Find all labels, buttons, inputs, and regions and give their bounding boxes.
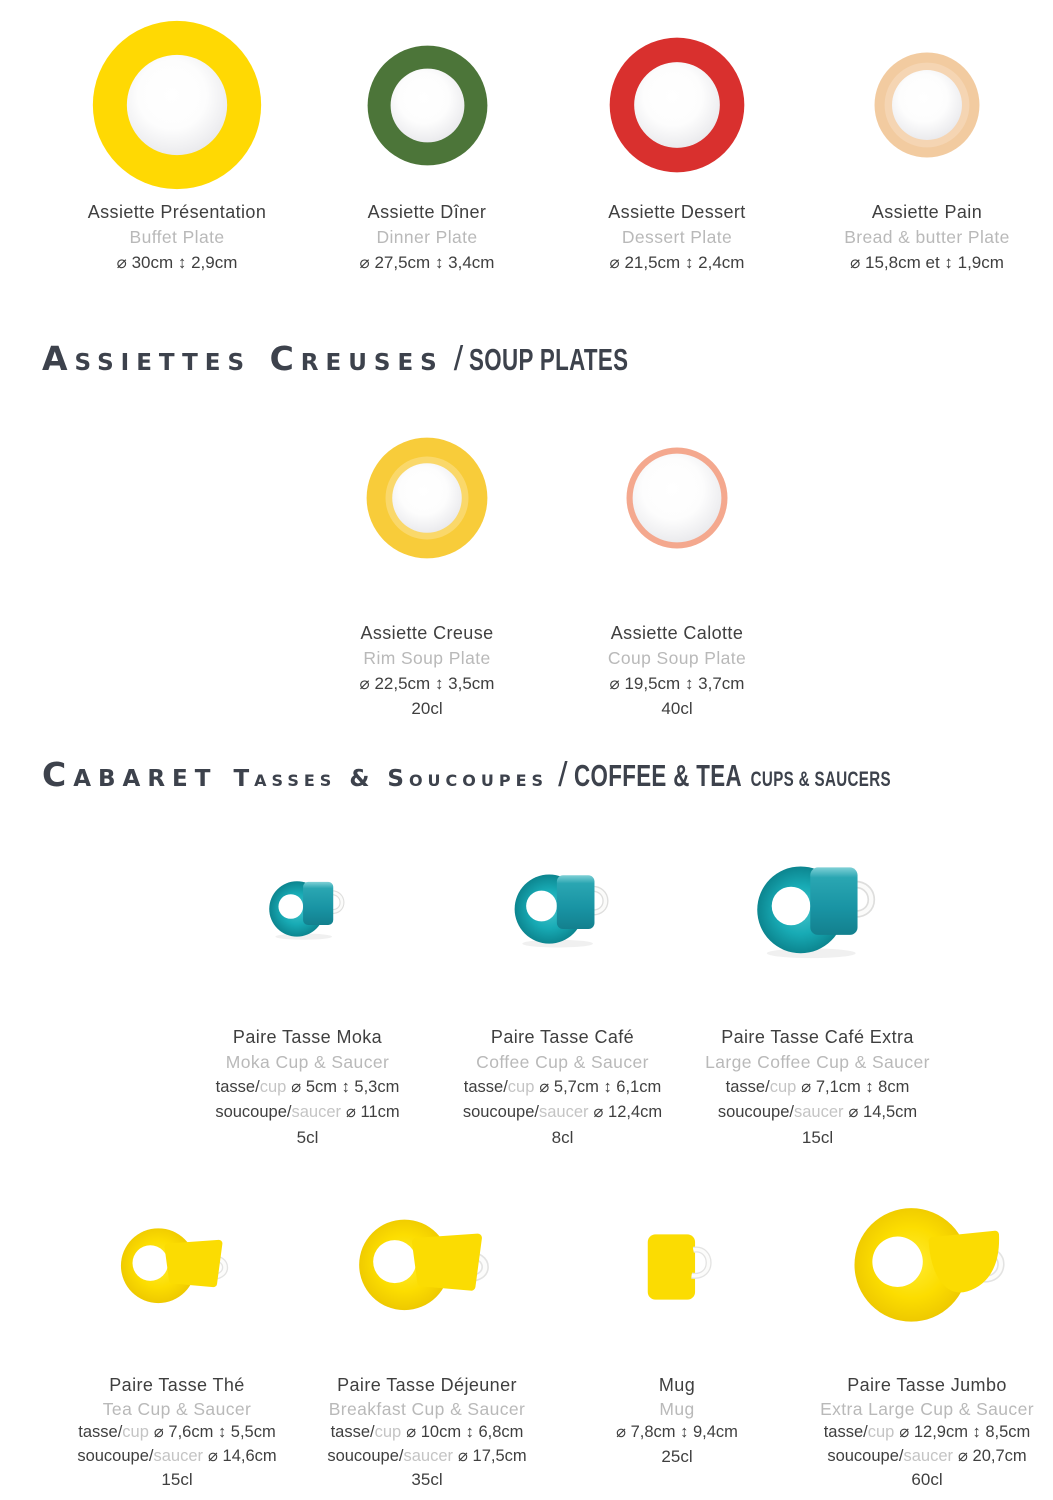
cup-saucer-graphic [119, 1223, 235, 1312]
mug-image [552, 1172, 802, 1362]
coffee-cups-section [180, 845, 1053, 1150]
plate-graphic [609, 37, 745, 173]
product-card-coffee-extra-cup [690, 845, 945, 1150]
product-capacity: 35cl [411, 1470, 443, 1489]
heading-separator: / [453, 340, 464, 378]
heading-english-sub: CUPS & SAUCERS [750, 768, 891, 791]
product-card-coup-soup-plate [552, 405, 802, 721]
cup-dimensions: tasse/cup ⌀ 5cm ↕ 5,3cm [215, 1078, 400, 1096]
product-card-breakfast-cup [302, 1172, 552, 1492]
section-heading-soup-plates [42, 339, 1053, 379]
saucer-dimensions: soucoupe/saucer ⌀ 20,7cm [827, 1446, 1027, 1465]
product-dimensions: ⌀ 22,5cm ↕ 3,5cm [359, 674, 495, 693]
product-title: Paire Tasse Café Extra [721, 1027, 914, 1047]
heading-french-sub: Tasses & Soucoupes [233, 766, 549, 792]
product-dimensions: ⌀ 15,8cm et ↕ 1,9cm [850, 253, 1004, 272]
product-capacity: 15cl [801, 1128, 834, 1147]
product-card-dinner-plate [302, 16, 552, 275]
product-subtitle: Breakfast Cup & Saucer [328, 1398, 526, 1419]
presentation-plates-section [52, 0, 1053, 275]
product-title: Paire Tasse Déjeuner [337, 1375, 517, 1395]
plate-graphic [92, 20, 262, 190]
heading-french: Assiettes Creuses [42, 339, 444, 378]
product-dimensions: ⌀ 21,5cm ↕ 2,4cm [609, 253, 745, 272]
product-capacity: 20cl [411, 699, 443, 718]
product-subtitle: Coup Soup Plate [607, 648, 747, 668]
cup-dimensions: tasse/cup ⌀ 7,1cm ↕ 8cm [725, 1078, 910, 1096]
saucer-dimensions: soucoupe/saucer ⌀ 17,5cm [327, 1446, 527, 1465]
plate-graphic [366, 437, 488, 559]
cup-saucer-graphic [513, 863, 613, 949]
coffee-extra-cup-image [690, 845, 945, 967]
product-title: Assiette Creuse [360, 623, 494, 643]
product-title: Paire Tasse Moka [232, 1027, 383, 1047]
product-card-jumbo-cup [802, 1172, 1052, 1492]
section-heading-cabaret [42, 755, 1053, 795]
product-card-dessert-plate [552, 16, 802, 275]
dinner-plate-image [302, 16, 552, 194]
cup-dimensions: tasse/cup ⌀ 12,9cm ↕ 8,5cm [823, 1423, 1031, 1441]
product-card-buffet-plate [52, 16, 302, 275]
product-subtitle: Tea Cup & Saucer [102, 1398, 252, 1419]
heading-french-main: Cabaret [42, 755, 218, 794]
product-card-tea-cup [52, 1172, 302, 1492]
product-subtitle: Large Coffee Cup & Saucer [705, 1052, 930, 1072]
product-card-bread-plate [802, 16, 1052, 275]
product-dimensions: ⌀ 19,5cm ↕ 3,7cm [609, 674, 745, 693]
product-capacity: 25cl [661, 1446, 693, 1466]
cup-saucer-graphic [268, 872, 348, 941]
breakfast-cup-image [302, 1172, 552, 1362]
product-card-mug [552, 1172, 802, 1492]
product-dimensions: ⌀ 7,8cm ↕ 9,4cm [616, 1423, 738, 1441]
moka-cup-image [180, 845, 435, 967]
product-subtitle: Mug [659, 1398, 695, 1419]
cup-saucer-graphic [357, 1213, 497, 1321]
product-title: Assiette Dessert [608, 202, 746, 222]
product-subtitle: Moka Cup & Saucer [225, 1052, 390, 1072]
plate-graphic [874, 52, 980, 158]
dessert-plate-image [552, 16, 802, 194]
saucer-dimensions: soucoupe/saucer ⌀ 14,5cm [717, 1103, 918, 1121]
saucer-dimensions: soucoupe/saucer ⌀ 14,6cm [77, 1446, 277, 1465]
product-title: Assiette Dîner [367, 202, 487, 222]
product-dimensions: ⌀ 27,5cm ↕ 3,4cm [359, 253, 495, 272]
jumbo-cup-image [802, 1172, 1052, 1362]
product-capacity: 8cl [551, 1128, 574, 1147]
product-card-rim-soup-plate [302, 405, 552, 721]
product-subtitle: Buffet Plate [129, 227, 225, 247]
product-card-coffee-cup [435, 845, 690, 1150]
cup-saucer-graphic [848, 1205, 1006, 1329]
product-subtitle: Dessert Plate [621, 227, 733, 247]
product-card-moka-cup [180, 845, 435, 1150]
product-title: Assiette Calotte [610, 623, 744, 643]
product-capacity: 5cl [296, 1128, 319, 1147]
saucer-dimensions: soucoupe/saucer ⌀ 11cm [215, 1103, 400, 1121]
cup-saucer-graphic [755, 852, 881, 960]
heading-english-main: COFFEE & TEA [573, 758, 742, 793]
product-subtitle: Coffee Cup & Saucer [476, 1052, 649, 1072]
tea-cups-section [52, 1172, 1053, 1492]
product-title: Assiette Présentation [87, 202, 267, 222]
plate-graphic [626, 447, 728, 549]
product-title: Paire Tasse Jumbo [847, 1375, 1007, 1395]
mug-graphic [639, 1224, 715, 1310]
heading-separator: / [558, 756, 568, 794]
product-title: Paire Tasse Thé [109, 1375, 245, 1395]
product-title: Assiette Pain [871, 202, 983, 222]
cup-dimensions: tasse/cup ⌀ 7,6cm ↕ 5,5cm [78, 1423, 276, 1441]
product-subtitle: Dinner Plate [376, 227, 478, 247]
product-subtitle: Extra Large Cup & Saucer [820, 1398, 1034, 1419]
buffet-plate-image [52, 16, 302, 194]
heading-english: SOUP PLATES [469, 342, 629, 377]
product-subtitle: Rim Soup Plate [363, 648, 491, 668]
product-dimensions: ⌀ 30cm ↕ 2,9cm [116, 253, 238, 272]
product-capacity: 60cl [911, 1470, 943, 1489]
saucer-dimensions: soucoupe/saucer ⌀ 12,4cm [462, 1103, 663, 1121]
product-title: Paire Tasse Café [490, 1027, 635, 1047]
product-capacity: 40cl [661, 699, 693, 718]
coup-soup-plate-image [552, 405, 802, 591]
product-subtitle: Bread & butter Plate [844, 227, 1010, 247]
plate-graphic [367, 45, 488, 166]
rim-soup-plate-image [302, 405, 552, 591]
product-capacity: 15cl [161, 1470, 193, 1489]
soup-plates-section [52, 405, 1053, 721]
bread-plate-image [802, 16, 1052, 194]
cup-dimensions: tasse/cup ⌀ 10cm ↕ 6,8cm [330, 1423, 524, 1441]
product-title: Mug [658, 1375, 696, 1395]
tea-cup-image [52, 1172, 302, 1362]
cup-dimensions: tasse/cup ⌀ 5,7cm ↕ 6,1cm [463, 1078, 662, 1096]
coffee-cup-image [435, 845, 690, 967]
